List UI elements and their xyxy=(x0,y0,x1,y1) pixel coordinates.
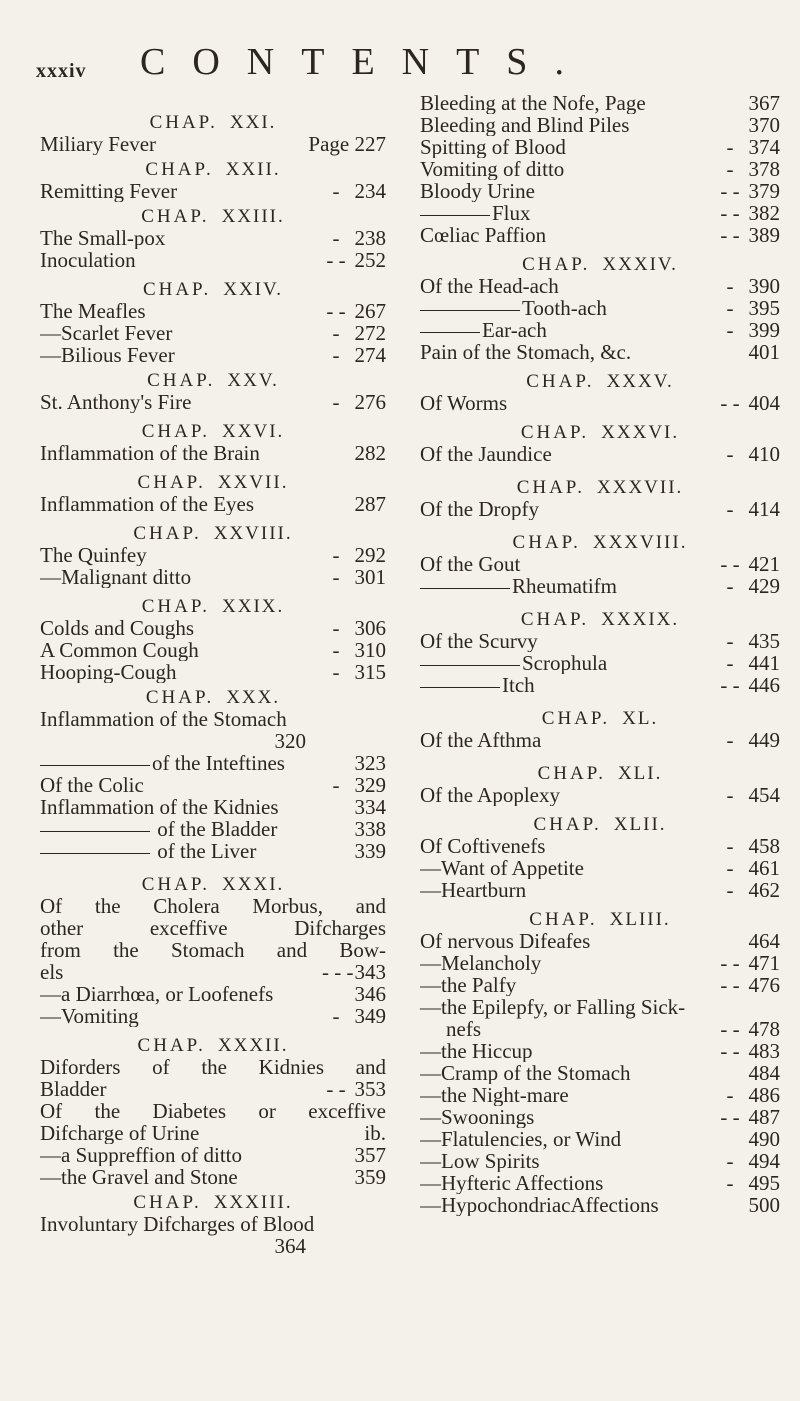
toc-entry: of the Liver 339 xyxy=(40,840,386,862)
toc-entry: —Swoonings - - 487 xyxy=(420,1105,780,1129)
toc-entry: Inflammation of the Kidnies 334 xyxy=(40,795,386,819)
chapter-heading: CHAP. XXXII. xyxy=(137,1035,289,1056)
toc-entry: of the Bladder 338 xyxy=(40,818,386,840)
page-number: xxxiv xyxy=(36,60,87,82)
toc-entry: Inflammation of the Brain 282 xyxy=(40,441,386,465)
chapter-heading: CHAP. XXIII. xyxy=(141,206,285,227)
chapter-heading: CHAP. XXX. xyxy=(145,687,281,708)
toc-entry: Of the Dropfy - 414 xyxy=(420,497,780,521)
chapter-heading: CHAP. XXI. xyxy=(149,112,277,133)
toc-entry: Cœliac Paffion - - 389 xyxy=(420,223,780,247)
chapter-heading: CHAP. XXIV. xyxy=(142,279,284,300)
toc-entry: Involuntary Difcharges of Blood xyxy=(40,1212,315,1236)
toc-entry: —Want of Appetite - 461 xyxy=(420,856,780,880)
toc-entry: Of the Scurvy - 435 xyxy=(420,629,780,653)
toc-entry: from the Stomach and Bow- xyxy=(40,938,386,962)
toc-entry: The Meafles - - 267 xyxy=(40,299,386,323)
toc-entry: Of the Gout - - 421 xyxy=(420,552,780,576)
chapter-heading: CHAP. XXXI. xyxy=(141,874,285,895)
toc-entry: —Bilious Fever - 274 xyxy=(40,343,386,367)
toc-entry: Hooping-Cough - 315 xyxy=(40,660,386,684)
toc-entry: Of Worms - - 404 xyxy=(420,391,780,415)
toc-entry: of the Inteftines 323 xyxy=(40,752,386,774)
toc-entry: —a Diarrhœa, or Loofenefs 346 xyxy=(40,982,386,1006)
toc-entry: —Scarlet Fever - 272 xyxy=(40,321,386,345)
toc-entry: Bleeding and Blind Piles 370 xyxy=(420,113,780,137)
page-title: CONTENTS. xyxy=(140,41,591,83)
chapter-heading: CHAP. XXXVI. xyxy=(520,422,680,443)
toc-entry: Miliary Fever Page 227 xyxy=(40,132,386,156)
toc-entry: Bladder - - 353 xyxy=(40,1077,386,1101)
chapter-heading: CHAP. XXV. xyxy=(147,370,279,391)
toc-entry: Inflammation of the Eyes 287 xyxy=(40,492,386,516)
chapter-heading: CHAP. XXVIII. xyxy=(133,523,293,544)
toc-entry: nefs - - 478 xyxy=(446,1017,780,1041)
page-header xyxy=(0,40,800,90)
toc-entry: Ear-ach - 399 xyxy=(420,319,780,341)
toc-entry: Difcharge of Urine ib. xyxy=(40,1121,386,1145)
toc-entry: —Low Spirits - 494 xyxy=(420,1149,780,1173)
page-ref: 364 xyxy=(274,1234,306,1258)
toc-entry: Of Coftivenefs - 458 xyxy=(420,834,780,858)
toc-entry: Of nervous Difeafes 464 xyxy=(420,929,780,953)
toc-entry: Of the Colic - 329 xyxy=(40,773,386,797)
chapter-heading: CHAP. XXXV. xyxy=(526,371,674,392)
toc-entry: Itch - - 446 xyxy=(420,674,780,696)
chapter-heading: CHAP. XXXIX. xyxy=(520,609,680,630)
toc-entry: Tooth-ach - 395 xyxy=(420,297,780,319)
chapter-heading: CHAP. XLIII. xyxy=(529,909,671,930)
toc-entry: Inflammation of the Stomach xyxy=(40,707,287,731)
toc-entry: —the Epilepfy, or Falling Sick- xyxy=(420,995,686,1019)
chapter-heading: CHAP. XXVI. xyxy=(141,421,285,442)
page-ref: 320 xyxy=(274,729,306,753)
toc-entry: —HypochondriacAffections 500 xyxy=(420,1193,780,1217)
chapter-heading: CHAP. XXXIV. xyxy=(522,254,678,275)
toc-entry: —Hyfteric Affections - 495 xyxy=(420,1171,780,1195)
toc-entry: Inoculation - - 252 xyxy=(40,248,386,272)
chapter-heading: CHAP. XXVII. xyxy=(137,472,289,493)
chapter-heading: CHAP. XXXVII. xyxy=(516,477,684,498)
toc-entry: A Common Cough - 310 xyxy=(40,638,386,662)
toc-entry: The Small-pox - 238 xyxy=(40,226,386,250)
toc-entry: other exceffive Difcharges xyxy=(40,916,386,940)
toc-entry: Colds and Coughs - 306 xyxy=(40,616,386,640)
chapter-heading: CHAP. XXII. xyxy=(145,159,281,180)
toc-entry: els - - - 343 xyxy=(40,960,386,984)
chapter-heading: CHAP. XLII. xyxy=(533,814,667,835)
left-column xyxy=(40,112,386,1257)
toc-entry: Bloody Urine - - 379 xyxy=(420,179,780,203)
chapter-heading: CHAP. XXXVIII. xyxy=(512,532,688,553)
toc-entry: —a Suppreffion of ditto 357 xyxy=(40,1143,386,1167)
toc-entry: The Quinfey - 292 xyxy=(40,543,386,567)
toc-entry: Of the Diabetes or exceffive xyxy=(40,1099,386,1123)
toc-entry: Scrophula - 441 xyxy=(420,652,780,674)
right-column xyxy=(420,92,780,1216)
toc-entry: Remitting Fever - 234 xyxy=(40,179,386,203)
toc-entry: —the Hiccup - - 483 xyxy=(420,1039,780,1063)
toc-entry: —Flatulencies, or Wind 490 xyxy=(420,1127,780,1151)
toc-entry: Spitting of Blood - 374 xyxy=(420,135,780,159)
chapter-heading: CHAP. XLI. xyxy=(537,763,663,784)
toc-entry: Rheumatifm - 429 xyxy=(420,575,780,597)
toc-entry: St. Anthony's Fire - 276 xyxy=(40,390,386,414)
chapter-heading: CHAP. XXIX. xyxy=(141,596,285,617)
toc-entry: —the Palfy - - 476 xyxy=(420,973,780,997)
toc-entry: —the Night-mare - 486 xyxy=(420,1083,780,1107)
toc-entry: Vomiting of ditto - 378 xyxy=(420,157,780,181)
chapter-heading: CHAP. XXXIII. xyxy=(133,1192,293,1213)
toc-entry: —Cramp of the Stomach 484 xyxy=(420,1061,780,1085)
toc-entry: Pain of the Stomach, &c. 401 xyxy=(420,340,780,364)
toc-entry: Bleeding at the Nofe, Page 367 xyxy=(420,91,780,115)
toc-entry: —Malignant ditto - 301 xyxy=(40,565,386,589)
toc-entry: —Melancholy - - 471 xyxy=(420,951,780,975)
toc-entry: Of the Head-ach - 390 xyxy=(420,274,780,298)
toc-entry: Of the Jaundice - 410 xyxy=(420,442,780,466)
chapter-heading: CHAP. XL. xyxy=(541,708,659,729)
toc-entry: —the Gravel and Stone 359 xyxy=(40,1165,386,1189)
toc-entry: —Vomiting - 349 xyxy=(40,1004,386,1028)
toc-entry: —Heartburn - 462 xyxy=(420,878,780,902)
toc-entry: Of the Apoplexy - 454 xyxy=(420,783,780,807)
toc-entry: Flux - - 382 xyxy=(420,202,780,224)
toc-entry: Of the Cholera Morbus, and xyxy=(40,894,386,918)
toc-entry: Of the Afthma - 449 xyxy=(420,728,780,752)
toc-entry: Diforders of the Kidnies and xyxy=(40,1055,386,1079)
